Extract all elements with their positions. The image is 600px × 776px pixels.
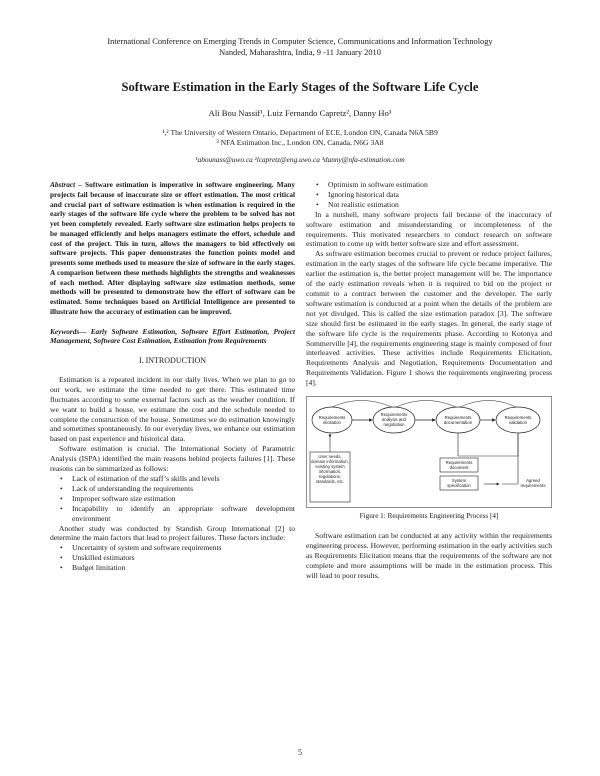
line-to-validation — [458, 434, 518, 456]
page-number: 5 — [298, 748, 302, 757]
failure-factors-list-part-2 — [306, 180, 552, 210]
affiliation-2: ³ NFA Estimation Inc., London ON, Canada, N6G 3A8 — [216, 138, 384, 147]
abstract-text: – Software estimation is imperative in software engineering. Many projects fail because of inaccurate size or effort estimation. The most critical and crucial part of software estimation is when estimation is required in the early stages of the software life cycle where the problem to be solved has not yet been completely revealed. Early software size estimation helps projects to be managed efficiently and helps managers estimate the effort, schedule and cost of the project. This in turn, allows the managers to bid effectively on software projects. This paper demonstrates the function points model and presents some methods used to measure the size of software in the early stages. A comparison between these methods highlights the strengths and weaknesses of each method. After displaying software size estimation methods, some methods will be presented to demonstrate how the effort of software can be estimated. Some techniques based on Artificial Intelligence are presented to illustrate how the accuracy of estimation can be improved. — [50, 180, 295, 316]
list-item: • Lack of estimation of the staff’s skills and levels — [50, 474, 295, 484]
list-item: • Improper software size estimation — [50, 494, 295, 504]
intro-paragraph-5: As software estimation becomes crucial to prevent or reduce project failures, estimation in the early stages of the software life cycle became imperative. The earlier the estimation is, the better project management will be. The importance of the early estimation reveals when it is required to bid on the project or commit to a contract between the customer and the developer. The early software estimation is conducted at a point when the details of the problem are not yet divulged. This is called the size estimation paradox [3]. The software size should first be estimated in the early stages. In general, the early stage of the software life cycle is the requirements phase. According to Kotonya and Sommerville [4], the requirements engineering stage is mainly composed of four interleaved activities. These activities include Requirements Elicitation, Requirements Analysis and Negotiation, Requirements Documentation and Requirements Validation. Figure 1 shows the requirements engineering process [4]. — [306, 249, 552, 388]
intro-paragraph-3: Another study was conducted by Standish Group International [2] to determine the main factors that lead to project failures. These factors include: — [50, 523, 295, 543]
list-item: • Budget limitation — [50, 563, 295, 573]
figure-caption: Figure 1: Requirements Engineering Process [4] — [359, 512, 499, 521]
affiliations — [0, 128, 600, 148]
process-diagram — [306, 396, 552, 508]
label-validation: Requirements validation — [504, 415, 532, 426]
list-item: • Lack of understanding the requirements — [50, 484, 295, 494]
label-documentation: Requirements documentation — [443, 415, 473, 426]
conference-line-1: International Conference on Emerging Trends in Computer Science, Communications and Information Technology — [107, 37, 493, 46]
intro-paragraph-2: Software estimation is crucial. The International Society of Parametric Analysis (ISPA) identified the main reasons behind projects failures [1]. These reasons can be summarized as follows: — [50, 444, 295, 474]
left-column — [50, 180, 295, 573]
conference-header — [0, 37, 600, 58]
abstract — [50, 180, 295, 317]
label-specification: System specification — [447, 478, 471, 489]
affiliation-1: ¹,² The University of Western Ontario, Department of ECE, London ON, Canada N6A 5B9 — [162, 128, 438, 137]
list-item: • Ignoring historical data — [306, 190, 552, 200]
conference-line-2: Nanded, Maharashtra, India, 9 -11 January 2010 — [219, 47, 381, 57]
intro-paragraph-1: Estimation is a repeated incident in our daily lives. When we plan to go to our work, we estimate the time needed to get there. This estimated time fluctuates according to some external factors such as the weather condition. If we want to build a house, we estimate the cost and the schedule needed to complete the construction of the house. Sometimes we do estimation knowingly and sometimes spontaneously. In our everyday lives, we enhance our estimation based on past experience and historical data. — [50, 374, 295, 444]
failure-reasons-list — [50, 474, 295, 524]
list-item: • Unskilled estimators — [50, 553, 295, 563]
label-analysis: Requirements analysis and negotiation — [380, 412, 408, 428]
intro-paragraph-4: In a nutshell, many software projects fail because of the inaccuracy of software estimation and misunderstanding or incompleteness of the requirements. This motivated researchers to conduct research on software estimation to come up with better software size and effort assessment. — [306, 209, 552, 249]
paper-authors: Ali Bou Nassif¹, Luiz Fernando Capretz², Danny Ho³ — [208, 108, 392, 118]
right-column — [306, 180, 552, 580]
loop-arc-2 — [396, 401, 456, 408]
figure-requirements-process — [306, 396, 552, 508]
list-item: • Optimism in software estimation — [306, 180, 552, 190]
keywords: Keywords— Early Software Estimation, Software Effort Estimation, Project Management, Software Cost Estimation, Estimation from Requirements — [50, 326, 295, 346]
intro-paragraph-6: Software estimation can be conducted at any activity within the requirements engineering process. However, performing estimation in the early activities such as Requirements Elicitation means that the requirements of the software are not complete and more assumptions will be made in the estimation process. This will lead to poor results. — [306, 530, 552, 580]
paper-title: Software Estimation in the Early Stages of the Software Life Cycle — [121, 80, 479, 94]
line-to-agreed — [502, 433, 518, 484]
failure-factors-list-part-1 — [50, 543, 295, 573]
section-heading: I. INTRODUCTION — [138, 356, 207, 365]
label-inputs: User needs, domain information, existing system information, regulations, standards, etc. — [311, 454, 349, 485]
author-emails: ¹abounass@uwo.ca ²lcapretz@eng.uwo.ca ³danny@nfa-estimation.com — [195, 155, 405, 164]
label-agreed: Agreed requirements — [520, 478, 546, 489]
abstract-label: Abstract — [50, 180, 76, 189]
loop-arc-3 — [460, 401, 516, 408]
list-item: • Not realistic estimation — [306, 200, 552, 210]
list-item: • Uncertainty of system and software requirements — [50, 543, 295, 553]
label-document: Requirements document — [445, 460, 473, 471]
label-elicitation: Requirements elicitation — [318, 415, 346, 426]
list-item: • Incapability to identify an appropriate software development environment — [50, 504, 295, 524]
loop-arc-1 — [332, 401, 392, 408]
